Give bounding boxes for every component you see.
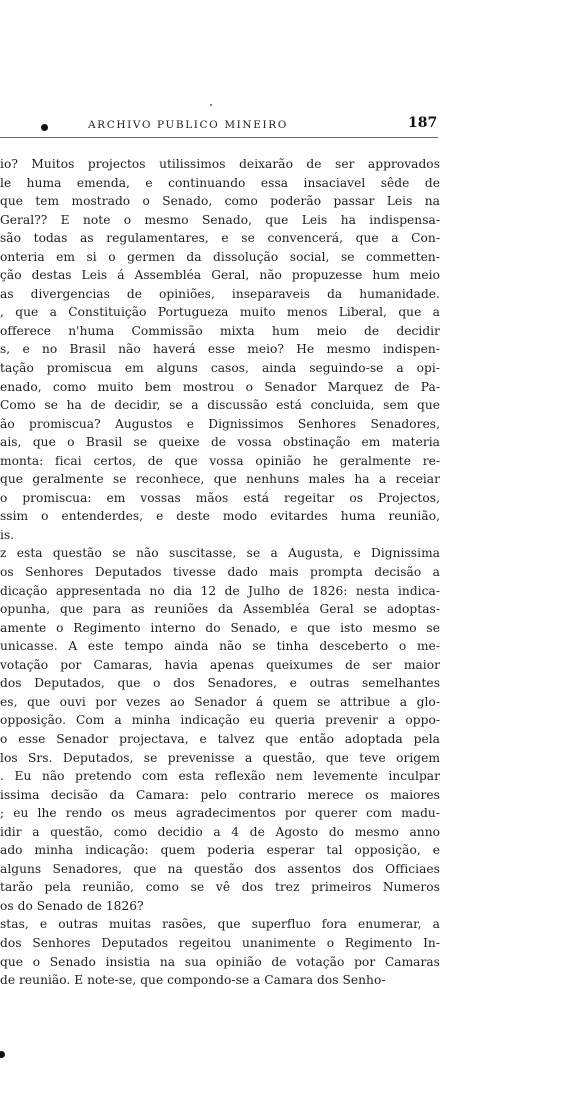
text-line: , que a Constituição Portugueza muito menos Liberal, que a [0,305,440,320]
text-line: de reunião. E note-se, que compondo-se a Camara dos Senho- [0,973,386,988]
text-line: que o Senado insistia na sua opinião de votação por Camaras [0,954,440,969]
paragraph [0,544,440,915]
header-rule [0,137,438,138]
text-line: enado, como muito bem mostrou o Senador Marquez de Pa- [0,379,440,394]
text-line: as divergencias de opiniões, inseparaveis da humanidade. [0,286,440,301]
text-line: são todas as regulamentares, e se convencerá, que a Con- [0,231,440,246]
text-line: idir a questão, como decidio a 4 de Agosto do mesmo anno [0,824,440,839]
text-line: o promiscua: em vossas mãos está regeitar os Projectos, [0,490,440,505]
text-line: ais, que o Brasil se queixe de vossa obstinação em materia [0,435,440,450]
text-line: . Eu não pretendo com esta reflexão nem levemente inculpar [0,769,440,784]
text-line: es, que ouvi por vezes ao Senador á quem se attribue a glo- [0,694,440,709]
text-line: onteria em si o germen da dissolução social, se commetten- [0,249,440,264]
ink-speck [210,104,212,106]
text-line: is. [0,527,15,542]
text-line: ção destas Leis á Assembléa Geral, não propuzesse hum meio [0,268,440,283]
bottom-bullet [0,1051,5,1058]
text-line: tarão pela reunião, como se vê dos trez primeiros Numeros [0,880,440,895]
body-text [0,155,440,990]
header-bullet [41,124,48,131]
text-line: stas, e outras muitas rasões, que superfluo fora enumerar, a [0,917,440,932]
text-line: o esse Senador projectava, e talvez que então adoptada pela [0,731,440,746]
text-line: monta: ficai certos, de que vossa opinião he geralmente re- [0,453,440,468]
text-line: ; eu lhe rendo os meus agradecimentos por querer com madu- [0,806,440,821]
text-line: amente o Regimento interno do Senado, e que isto mesmo se [0,620,440,635]
text-line: dos Senhores Deputados regeitou unanimente o Regimento In- [0,935,440,950]
text-line: offerece n'huma Commissão mixta hum meio de decidir [0,323,440,338]
text-line: io? Muitos projectos utilissimos deixarão de ser approvados [0,157,440,171]
text-line: tação promiscua em alguns casos, ainda seguindo-se a opi- [0,361,440,376]
running-title: ARCHIVO PUBLICO MINEIRO [88,119,288,131]
text-line: dicação appresentada no dia 12 de Julho de 1826: nesta indica- [0,583,440,598]
text-line: ão promiscua? Augustos e Dignissimos Senhores Senadores, [0,416,440,431]
text-line: los Srs. Deputados, se prevenisse a questão, que teve origem [0,750,440,765]
text-line: opposição. Com a minha indicação eu queria prevenir a oppo- [0,713,440,728]
text-line: z esta questão se não suscitasse, se a Augusta, e Dignissima [0,546,440,561]
text-line: os Senhores Deputados tivesse dado mais prompta decisão a [0,565,440,580]
text-line: dos Deputados, que o dos Senadores, e outras semelhantes [0,676,440,691]
paragraph [0,915,440,989]
page-header [0,112,580,134]
text-line: os do Senado de 1826? [0,898,144,913]
paragraph [0,155,440,544]
text-line: alguns Senadores, que na questão dos assentos dos Officiaes [0,861,440,876]
text-line: que tem mostrado o Senado, como poderão passar Leis na [0,194,440,209]
text-line: le huma emenda, e continuando essa insaciavel sêde de [0,175,440,190]
text-line: Geral?? E note o mesmo Senado, que Leis ha indispensa- [0,212,440,227]
text-line: ssim o entenderdes, e deste modo evitardes huma reunião, [0,509,440,524]
text-line: que geralmente se reconhece, que nenhuns males ha a receiar [0,472,440,487]
text-line: Como se ha de decidir, se a discussão está concluida, sem que [0,398,440,413]
text-line: issima decisão da Camara: pelo contrario merece os maiores [0,787,440,802]
page-number: 187 [408,115,438,131]
text-line: votação por Camaras, havia apenas queixumes de ser maior [0,657,440,672]
text-line: s, e no Brasil não haverá esse meio? He mesmo indispen- [0,342,440,357]
text-line: unicasse. A este tempo ainda não se tinha desceberto o me- [0,639,440,654]
text-line: ado minha indicação: quem poderia esperar tal opposição, e [0,843,440,858]
text-line: opunha, que para as reuniões da Assembléa Geral se adoptas- [0,602,440,617]
